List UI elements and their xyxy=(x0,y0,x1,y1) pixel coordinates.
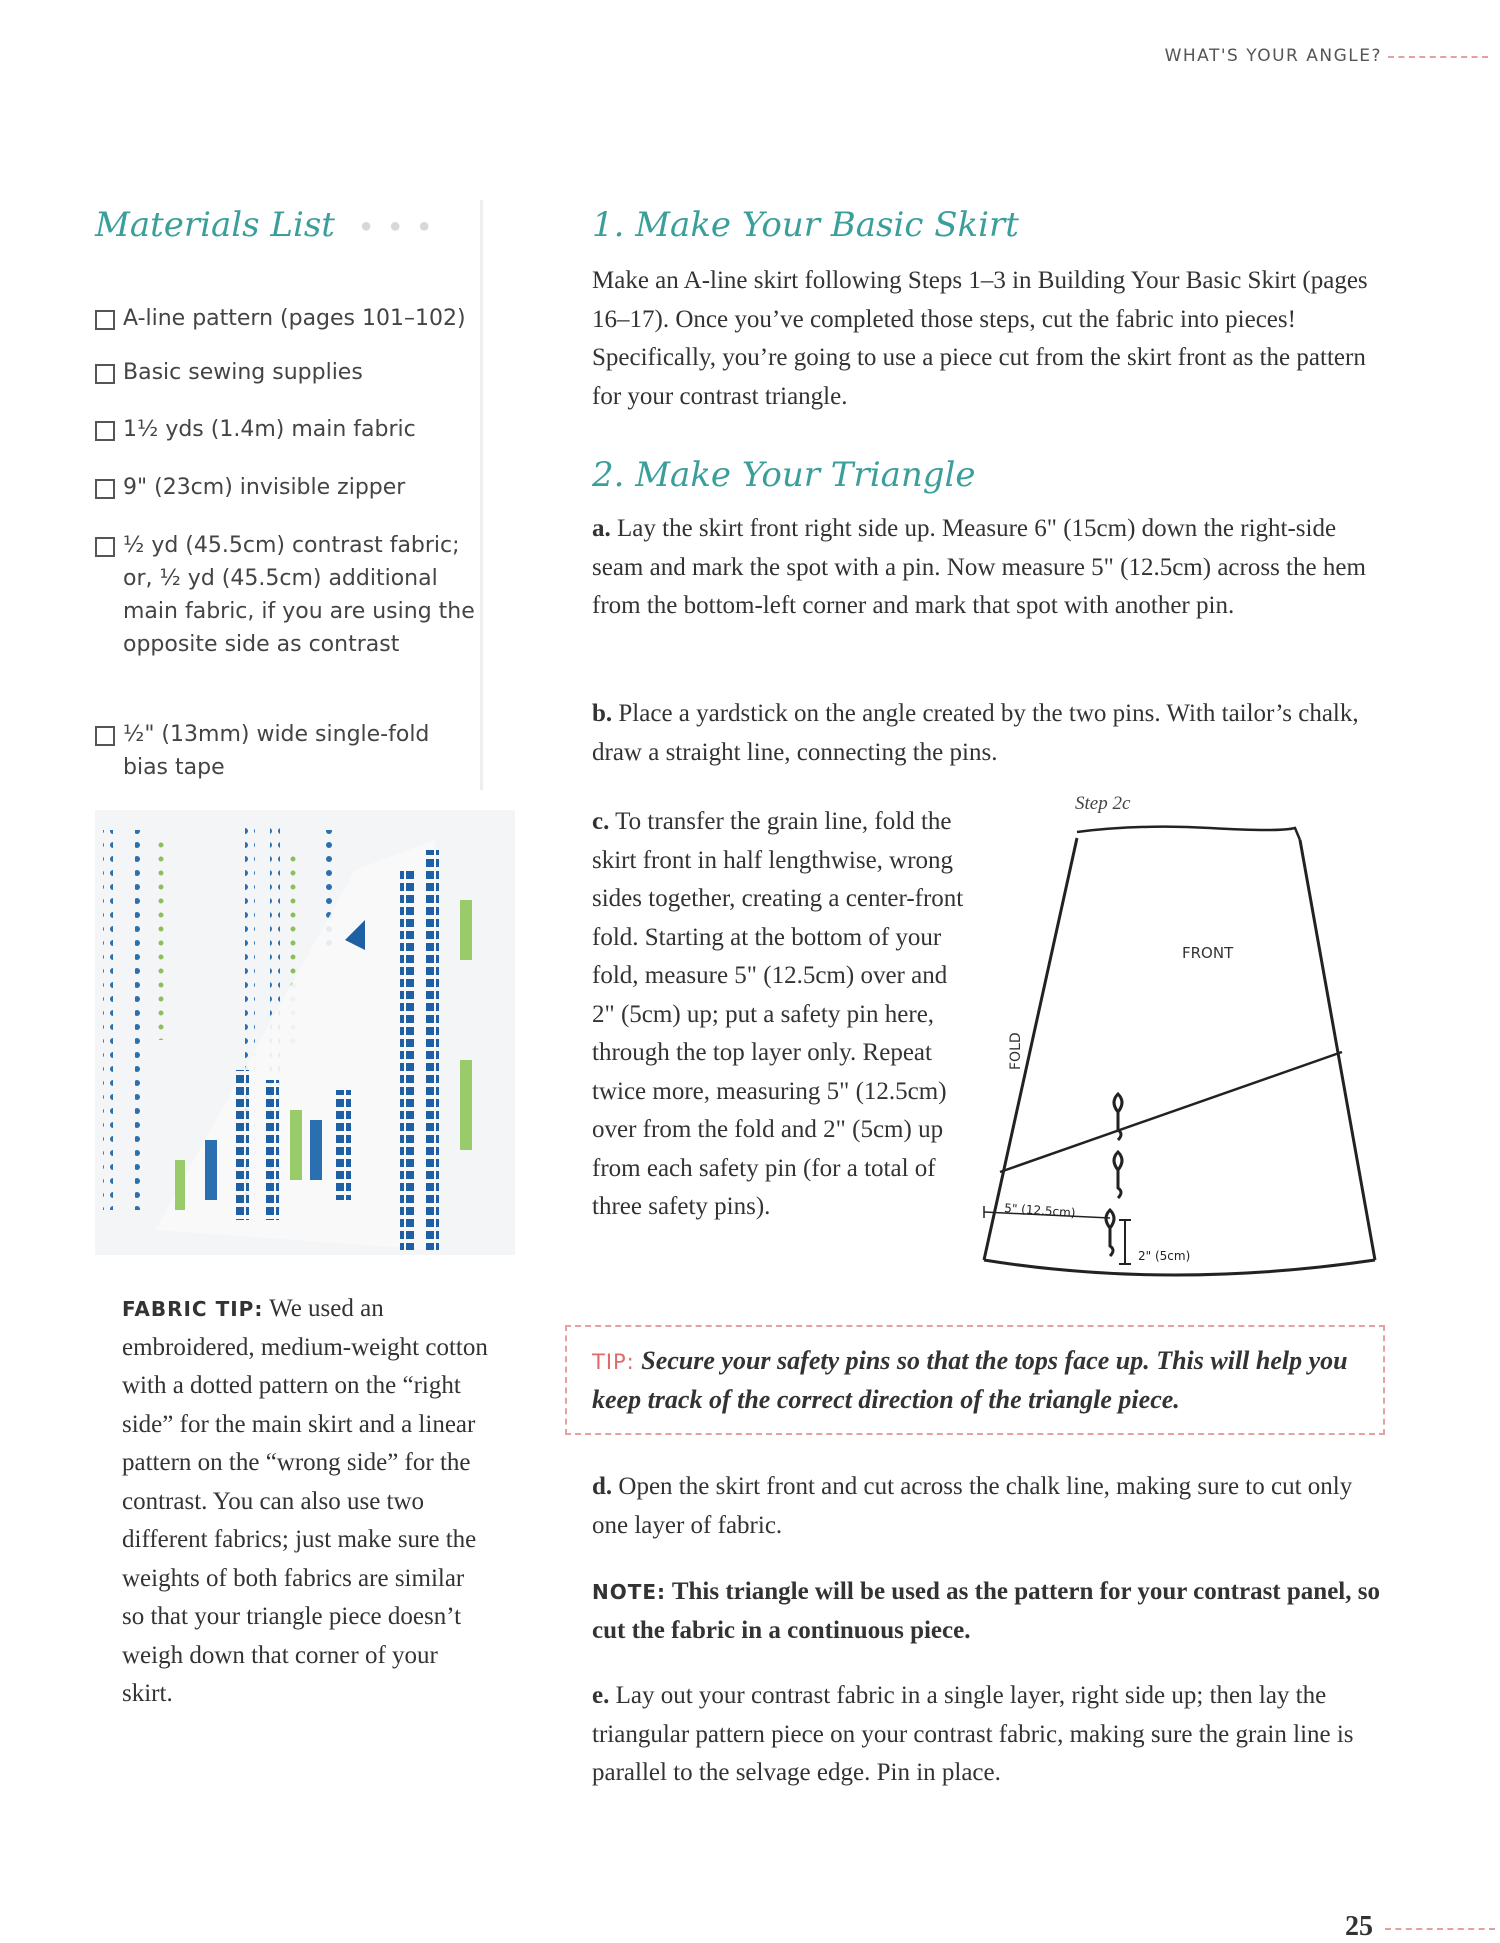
materials-item-text: ½ yd (45.5cm) contrast fabric; or, ½ yd (45.5cm) additional main fabric, if you are using the opposite side as contrast xyxy=(123,533,475,657)
step1-title: 1. Make Your Basic Skirt xyxy=(592,205,1019,245)
safety-pin-icon xyxy=(1106,1210,1114,1256)
materials-item xyxy=(95,356,475,389)
safety-pin-icon xyxy=(1114,1094,1122,1140)
step-label: d. xyxy=(592,1473,613,1500)
materials-item-text: Basic sewing supplies xyxy=(123,360,363,385)
step-label: e. xyxy=(592,1682,610,1709)
header-divider xyxy=(1388,56,1488,58)
step2b-paragraph xyxy=(592,695,1382,772)
materials-item xyxy=(95,302,475,335)
tip-lead: TIP: xyxy=(592,1350,635,1374)
safety-pin-icon xyxy=(1114,1152,1122,1198)
step2-title: 2. Make Your Triangle xyxy=(592,455,976,495)
step2d-paragraph xyxy=(592,1468,1392,1545)
fabric-tip-text: We used an embroidered, medium-weight cotton with a dotted pattern on the “right side” for the main skirt and a linear pattern on the “wrong side” for the contrast. You can also use two different fabrics; just make sure the weights of both fabrics are similar so that your triangle piece doesn’t weigh down that corner of your skirt. xyxy=(122,1295,488,1707)
side-seam-line xyxy=(1300,840,1375,1260)
fold-edge-line xyxy=(984,838,1077,1260)
front-label: FRONT xyxy=(1182,944,1234,962)
step1-body: Make an A-line skirt following Steps 1–3 in Building Your Basic Skirt (pages 16–17). Once you’ve completed those steps, cut the fabric into pieces! Specifically, you’re going to use a piece cut from the skirt front as the pattern for your contrast triangle. xyxy=(592,267,1368,410)
checkbox-icon xyxy=(95,479,115,499)
fabric-photo xyxy=(95,810,515,1255)
checkbox-icon xyxy=(95,726,115,746)
step-label: a. xyxy=(592,515,611,542)
checkbox-icon xyxy=(95,364,115,384)
fabric-tip-lead: FABRIC TIP: xyxy=(122,1297,264,1321)
running-head: WHAT'S YOUR ANGLE? xyxy=(1164,46,1382,66)
diagram-caption: Step 2c xyxy=(1075,793,1131,814)
fabric-tip xyxy=(122,1290,492,1714)
chalk-line xyxy=(1000,1052,1342,1172)
step2a-paragraph xyxy=(592,510,1382,626)
materials-item-text: ½" (13mm) wide single-fold bias tape xyxy=(123,722,430,780)
step2e-paragraph xyxy=(592,1677,1392,1793)
checkbox-icon xyxy=(95,421,115,441)
materials-item-text: 9" (23cm) invisible zipper xyxy=(123,475,406,500)
materials-item xyxy=(95,413,475,446)
note-lead: NOTE: xyxy=(592,1580,667,1604)
materials-item xyxy=(95,718,475,784)
step-text: To transfer the grain line, fold the skirt front in half lengthwise, wrong sides together, creating a center-front fold. Starting at the bottom of your fold, measure 5" (12.5cm) over and 2" (5cm) up; put a safety pin here, through the top layer only. Repeat twice more, measuring 5" (12.5cm) over from the fold and 2" (5cm) up from each safety pin (for a total of three safety pins). xyxy=(592,808,964,1220)
step-text: Lay the skirt front right side up. Measure 6" (15cm) down the right-side seam and mark the spot with a pin. Now measure 5" (12.5cm) across the hem from the bottom-left corner and mark that spot with another pin. xyxy=(592,515,1366,619)
note-paragraph xyxy=(592,1573,1392,1650)
step-label: c. xyxy=(592,808,610,835)
up-measure-label: 2" (5cm) xyxy=(1138,1249,1191,1263)
note-text: This triangle will be used as the pattern for your contrast panel, so cut the fabric in a continuous piece. xyxy=(592,1578,1380,1644)
step-text: Open the skirt front and cut across the chalk line, making sure to cut only one layer of fabric. xyxy=(592,1473,1353,1539)
materials-item xyxy=(95,471,475,504)
checkbox-icon xyxy=(95,310,115,330)
materials-item xyxy=(95,529,475,661)
step-text: Lay out your contrast fabric in a single layer, right side up; then lay the triangular pattern piece on your contrast fabric, making sure the grain line is parallel to the selvage edge. Pin in place. xyxy=(592,1682,1354,1786)
footer-divider xyxy=(1385,1928,1495,1930)
tip-text xyxy=(592,1342,1372,1418)
up-measure-bracket xyxy=(1119,1220,1131,1264)
materials-item-text: 1½ yds (1.4m) main fabric xyxy=(123,417,416,442)
page-number: 25 xyxy=(1345,1911,1373,1942)
decorative-dots-icon: ● ● ● xyxy=(360,215,437,237)
checkbox-icon xyxy=(95,537,115,557)
step-text: Place a yardstick on the angle created by the two pins. With tailor’s chalk, draw a straight line, connecting the pins. xyxy=(592,700,1359,766)
hem-measure-label: 5" (12.5cm) xyxy=(1003,1201,1076,1220)
tip-body: Secure your safety pins so that the tops face up. This will help you keep track of the correct direction of the triangle piece. xyxy=(592,1346,1348,1414)
materials-item-text: A-line pattern (pages 101–102) xyxy=(123,306,466,331)
waistband-line xyxy=(1077,827,1300,840)
fold-label: FOLD xyxy=(1008,1032,1024,1070)
skirt-diagram xyxy=(970,820,1390,1300)
step-label: b. xyxy=(592,700,613,727)
step2c-paragraph xyxy=(592,803,972,1227)
materials-title: Materials List xyxy=(95,205,335,245)
